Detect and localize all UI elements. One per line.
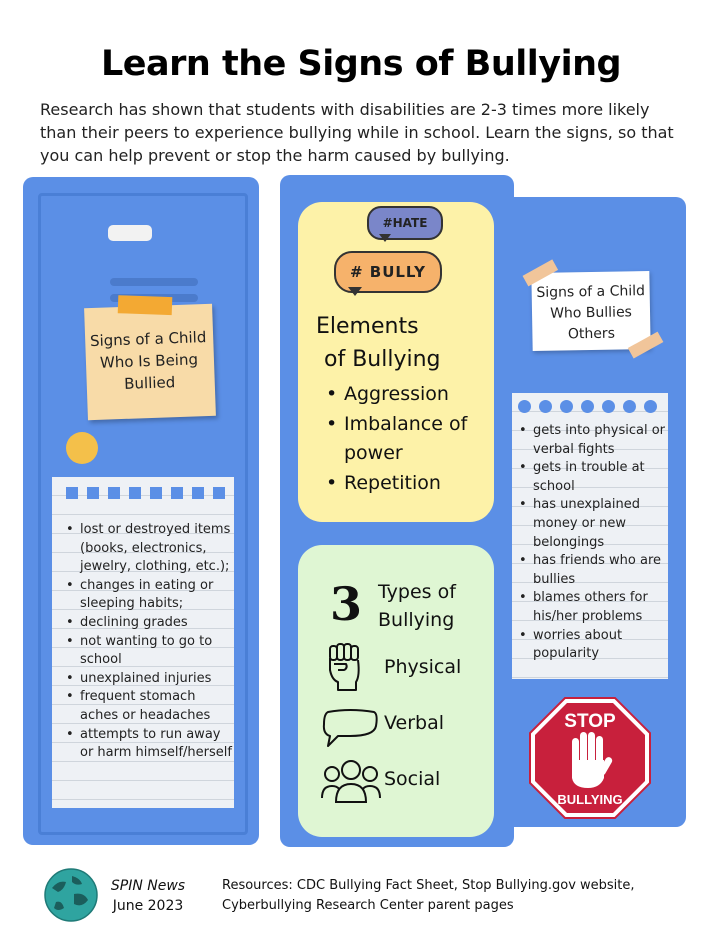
spin-news-label xyxy=(108,876,188,916)
types-number: 3 xyxy=(330,577,363,631)
type-social-label: Social xyxy=(384,768,441,790)
elements-heading-line1: Elements xyxy=(316,314,419,339)
locker-handle xyxy=(108,225,152,241)
elements-heading-line2: of Bullying xyxy=(324,347,441,372)
list-item: • Aggression xyxy=(324,380,494,410)
list-item: • lost or destroyed items (books, electronics, jewelry, clothing, etc.); xyxy=(66,521,232,577)
bullying-text: BULLYING xyxy=(557,792,623,807)
type-physical-label: Physical xyxy=(384,656,462,678)
elements-heading xyxy=(316,310,491,376)
list-item: • declining grades xyxy=(66,614,232,633)
bullied-signs-paper xyxy=(52,477,234,808)
locker-vent xyxy=(110,278,198,286)
people-group-icon xyxy=(320,756,382,806)
types-heading: Types of Bullying xyxy=(378,581,456,631)
page-title: Learn the Signs of Bullying xyxy=(100,44,622,84)
locker-knob xyxy=(66,432,98,464)
type-verbal-label: Verbal xyxy=(384,712,445,734)
bullies-sticky-note xyxy=(531,271,650,351)
list-item: • has unexplained money or new belongings xyxy=(519,496,667,552)
list-item: • gets into physical or verbal fights xyxy=(519,422,667,459)
list-item: • has friends who are bullies xyxy=(519,552,667,589)
bullied-sticky-note xyxy=(84,304,216,420)
resources-line1: Resources: CDC Bullying Fact Sheet, Stop Bullying.gov website, xyxy=(222,878,635,893)
bullies-signs-list xyxy=(519,422,667,664)
hate-hashtag-bubble: #HATE xyxy=(367,206,443,240)
bullies-signs-paper xyxy=(512,393,668,679)
resources-text xyxy=(222,876,682,916)
globe-logo-icon xyxy=(44,868,98,922)
resources-line2: Cyberbullying Research Center parent pages xyxy=(222,898,514,913)
list-item: • changes in eating or sleeping habits; xyxy=(66,577,232,614)
paper-holes xyxy=(518,400,657,413)
speech-bubble-icon xyxy=(320,706,380,750)
list-item: • worries about popularity xyxy=(519,627,667,664)
list-item: • attempts to run away or harm himself/herself xyxy=(66,726,232,763)
elements-list xyxy=(324,380,494,498)
bullied-note-text: Signs of a Child Who Is Being Bullied xyxy=(89,328,207,393)
bullied-signs-list xyxy=(66,521,232,763)
bully-hashtag-bubble: # BULLY xyxy=(334,251,442,293)
list-item: • not wanting to go to school xyxy=(66,633,232,670)
paper-holes xyxy=(66,487,225,499)
bullies-note-text: Signs of a Child Who Bullies Others xyxy=(536,283,646,343)
list-item: • blames others for his/her problems xyxy=(519,589,667,626)
intro-paragraph: Research has shown that students with disabilities are 2-3 times more likely than their peers to experience bullying while in school. Learn the signs, so that you can help prevent or stop the harm caused by bullying. xyxy=(40,100,674,165)
bubble-tail xyxy=(379,234,391,242)
list-item: • Repetition xyxy=(324,469,494,499)
list-item: • frequent stomach aches or headaches xyxy=(66,688,232,725)
stop-bullying-sign xyxy=(528,696,652,820)
list-item: • unexplained injuries xyxy=(66,670,232,689)
list-item: • Imbalance of power xyxy=(324,410,494,469)
list-item: • gets in trouble at school xyxy=(519,459,667,496)
stop-text: STOP xyxy=(564,711,616,732)
spin-news-date: June 2023 xyxy=(112,898,184,914)
spin-news-title: SPIN News xyxy=(110,878,186,894)
bubble-tail xyxy=(348,287,362,296)
fist-icon xyxy=(322,640,366,692)
tape xyxy=(118,295,173,315)
